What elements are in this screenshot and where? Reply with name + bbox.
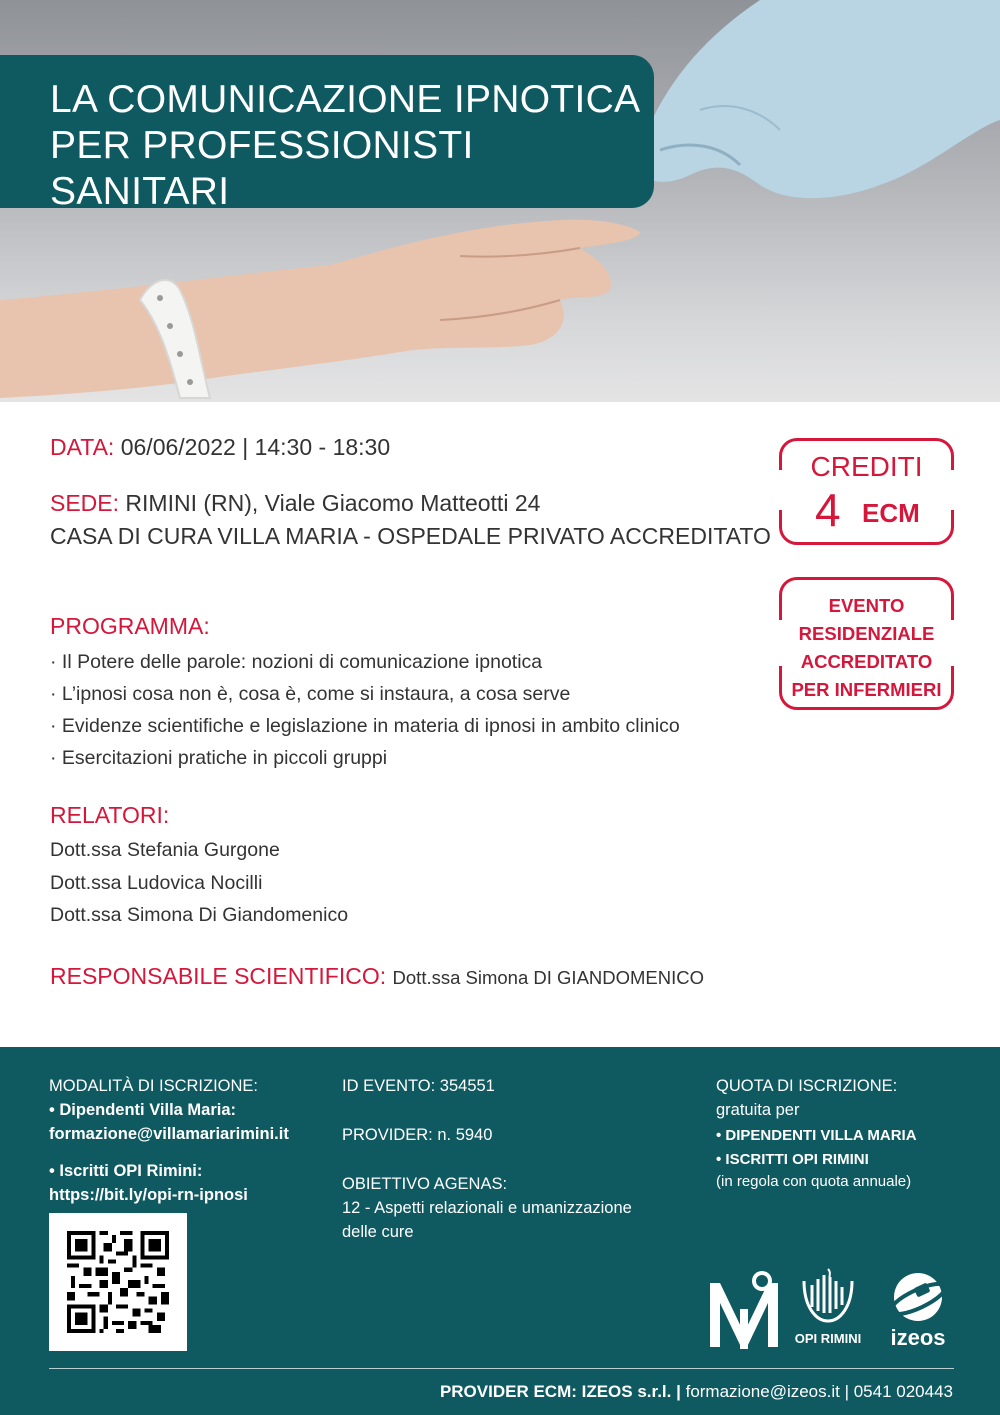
programma-item: · Evidenze scientifiche e legislazione in materia di ipnosi in ambito clinico [50,712,680,744]
villa-maria-logo [706,1269,782,1355]
izeos-logo [878,1269,958,1355]
relatore-name: Dott.ssa Ludovica Nocilli [50,871,263,894]
event-badge-line: RESIDENZIALE [798,623,935,644]
provider-contacts[interactable]: formazione@izeos.it | 0541 020443 [685,1382,953,1401]
event-badge-line: PER INFERMIERI [791,679,942,700]
badge-gap [773,620,785,666]
event-badge-text [782,592,951,704]
credits-badge [779,438,954,545]
title-banner [0,55,654,213]
opi-logo-text: OPI RIMINI [794,1331,862,1346]
programma-list [50,648,680,776]
provider-ecm: PROVIDER ECM: IZEOS s.r.l. | [439,1382,681,1401]
event-details-column [342,1074,632,1244]
modalita-title: MODALITÀ DI ISCRIZIONE: [49,1077,259,1095]
relatore-name: Dott.ssa Simona Di Giandomenico [50,904,349,926]
date-label: DATA: [50,434,115,460]
badge-gap [948,620,960,666]
credits-word: CREDITI [810,451,923,482]
quota-item: • DIPENDENTI VILLA MARIA [716,1127,917,1144]
responsabile-value: Dott.ssa Simona DI GIANDOMENICO [392,967,705,988]
qr-code[interactable] [49,1213,187,1351]
dipendenti-label: • Dipendenti Villa Maria: [49,1101,237,1119]
venue-value: RIMINI (RN), Viale Giacomo Matteotti 24 [125,490,541,516]
responsabile-label: RESPONSABILE SCIENTIFICO: [50,963,387,989]
id-evento: ID EVENTO: 354551 [342,1077,495,1095]
provider-ecm-line [440,1382,953,1402]
quota-column [716,1074,917,1192]
footer [0,1047,1000,1415]
modalita-column [49,1074,289,1207]
event-badge [779,577,954,710]
venue-line2: CASA DI CURA VILLA MARIA - OSPEDALE PRIVATO ACCREDITATO [50,523,771,549]
relatore-name: Dott.ssa Stefania Gurgone [50,839,280,861]
footer-divider [49,1368,954,1369]
programma-item: · Esercitazioni pratiche in piccoli gruppi [50,744,680,776]
responsabile-row [50,963,704,990]
izeos-logo-text: izeos [890,1325,946,1350]
opi-registration-link[interactable]: https://bit.ly/opi-rn-ipnosi [49,1186,248,1204]
date-row [50,434,390,461]
relatori-list [50,836,348,934]
programma-heading: PROGRAMMA: [50,613,210,639]
obiettivo-line2: delle cure [342,1223,414,1241]
credits-number: 4 [815,484,841,536]
opi-rimini-logo [792,1267,864,1353]
programma-item: · L’ipnosi cosa non è, cosa è, come si instaura, a cosa serve [50,680,680,712]
event-badge-line: ACCREDITATO [800,651,933,672]
badge-gap [948,470,960,510]
provider-number: PROVIDER: n. 5940 [342,1126,493,1144]
qr-code-pattern [67,1231,169,1333]
opi-label: • Iscritti OPI Rimini: [49,1162,203,1180]
obiettivo-title: OBIETTIVO AGENAS: [342,1175,508,1193]
programma-item: · Il Potere delle parole: nozioni di comunicazione ipnotica [50,648,680,680]
venue-row [50,490,540,517]
hero-image [0,0,1000,402]
badge-gap [773,470,785,510]
event-badge-line: EVENTO [828,595,905,616]
obiettivo-line1: 12 - Aspetti relazionali e umanizzazione [342,1199,632,1217]
quota-sub: gratuita per [716,1101,800,1119]
quota-note: (in regola con quota annuale) [716,1173,912,1190]
dipendenti-email-link[interactable]: formazione@villamariarimini.it [49,1125,289,1143]
date-value: 06/06/2022 | 14:30 - 18:30 [120,434,391,460]
page-title-line2: PER PROFESSIONISTI SANITARI [50,124,474,213]
venue-label: SEDE: [50,490,120,516]
quota-title: QUOTA DI ISCRIZIONE: [716,1077,898,1095]
relatori-heading: RELATORI: [50,802,170,828]
page-title-line1: LA COMUNICAZIONE IPNOTICA [50,78,641,121]
quota-item: • ISCRITTI OPI RIMINI [716,1151,869,1168]
credits-unit: ECM [862,498,920,528]
